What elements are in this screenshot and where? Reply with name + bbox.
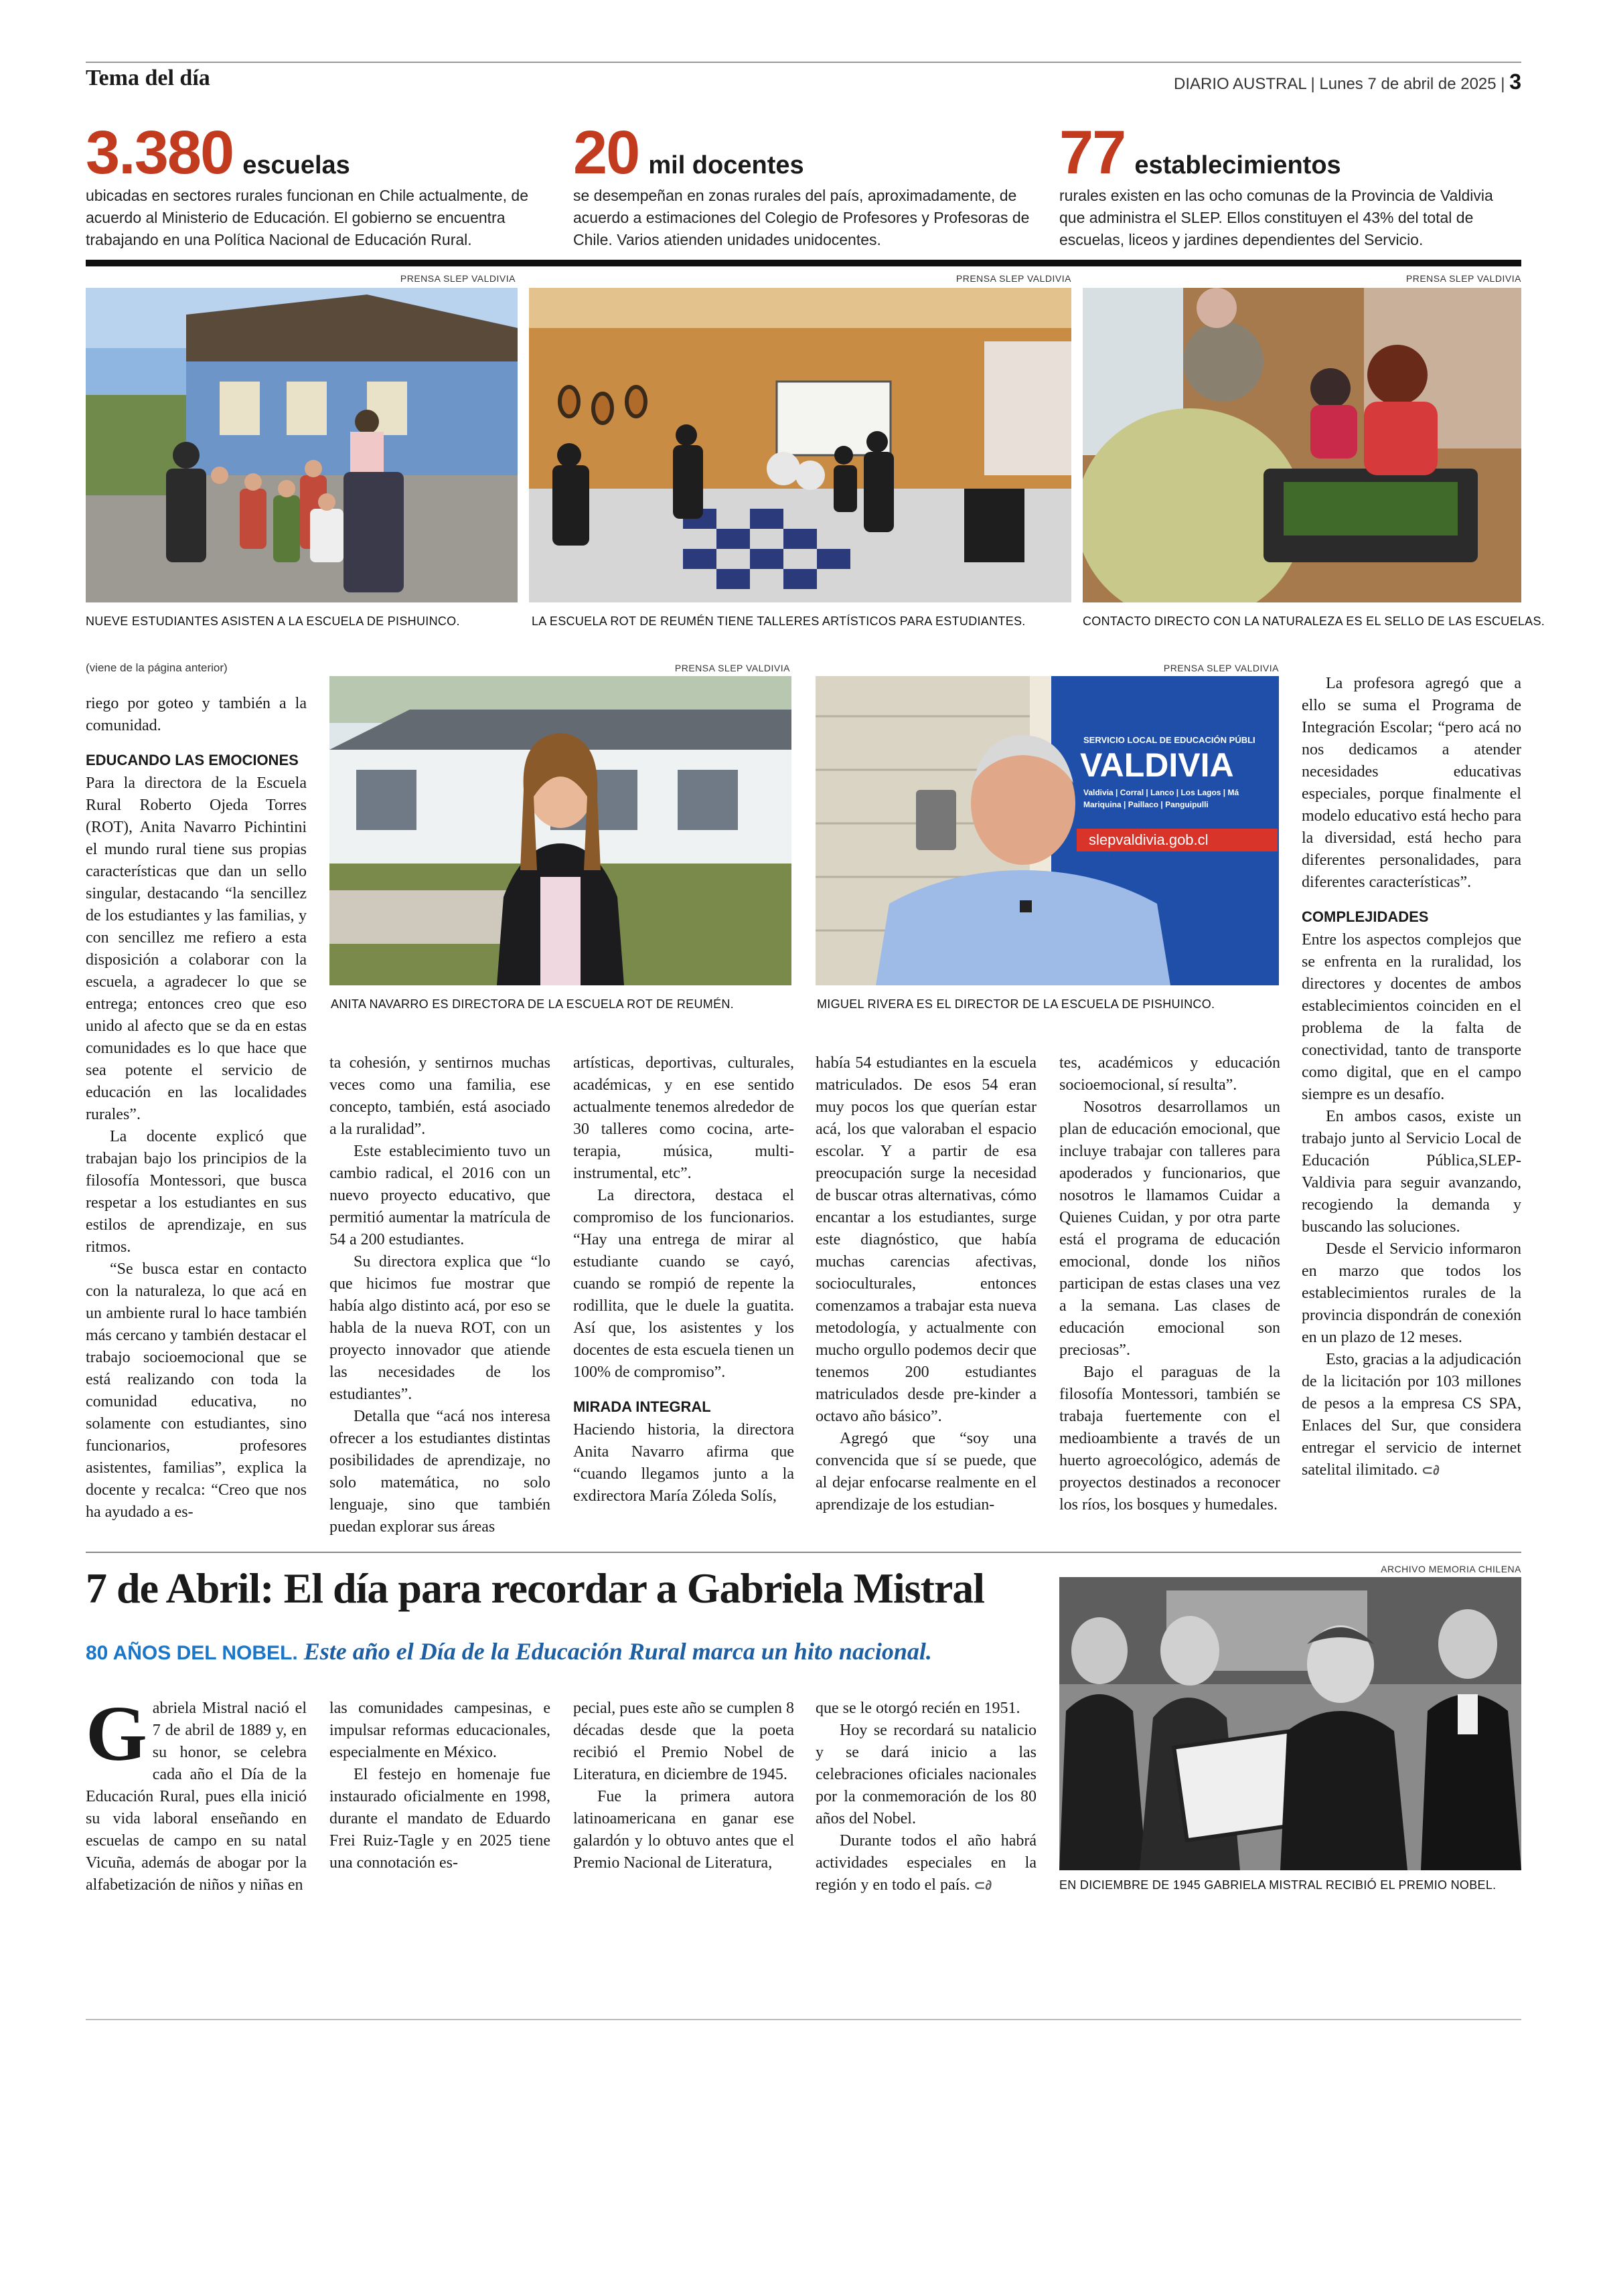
subhead-emociones: EDUCANDO LAS EMOCIONES xyxy=(86,752,299,768)
sign-line1: SERVICIO LOCAL DE EDUCACIÓN PÚBLI xyxy=(1083,735,1255,745)
paragraph: artísticas, deportivas, culturales, académicas, y en ese sentido actualmente tenemos alrededor de 30 talleres como cocina, arte-terapia, música, multi-instrumental, etc”. xyxy=(573,1054,794,1182)
mistral-kicker xyxy=(86,1637,932,1665)
article-col-1 xyxy=(86,693,307,1524)
section-divider xyxy=(86,1552,1521,1553)
stat-teachers xyxy=(573,118,1035,251)
sign-line2: Valdivia | Corral | Lanco | Los Lagos | Má xyxy=(1083,788,1239,797)
section-title: Tema del día xyxy=(86,66,210,90)
kicker-text: Este año el Día de la Educación Rural marca un hito nacional. xyxy=(303,1638,932,1665)
sign-line3: Mariquina | Paillaco | Panguipulli xyxy=(1083,800,1209,809)
paragraph: La docente explicó que trabajan bajo los principios de la filosofía Montessori, que busca respetar a los estudiantes en sus estilos de aprendizaje, en sus ritmos. xyxy=(86,1128,307,1256)
paragraph: Su directora explica que “lo que hicimos fue mostrar que había algo distinto acá, por eso se habla de la nueva ROT, con un proyecto innovador que atiende las necesidades de los estudiantes”. xyxy=(329,1253,550,1403)
kicker-label: 80 AÑOS DEL NOBEL. xyxy=(86,1642,298,1664)
paragraph: Fue la primera autora latinoamericana en ganar ese galardón y lo obtuvo antes que el Premio Nacional de Literatura, xyxy=(573,1788,794,1872)
paper-name: DIARIO AUSTRAL xyxy=(1174,75,1306,93)
caption-pishuinco: NUEVE ESTUDIANTES ASISTEN A LA ESCUELA DE PISHUINCO. xyxy=(86,614,460,628)
mistral-col-1 xyxy=(86,1690,307,1896)
photo-mistral-nobel xyxy=(1059,1577,1521,1870)
paragraph: las comunidades campesinas, e impulsar reformas educacionales, especialmente en México. xyxy=(329,1700,550,1761)
photo-miguel-rivera xyxy=(816,676,1279,985)
paragraph: que se le otorgó recién en 1951. xyxy=(816,1700,1020,1717)
stat-unit: mil docentes xyxy=(648,151,804,179)
paragraph: riego por goteo y también a la comunidad. xyxy=(86,695,307,734)
mistral-col-3 xyxy=(573,1698,794,1874)
paragraph: Agregó que “soy una convencida que sí se puede, que al dejar enfocarse realmente en el aprendizaje de los estudian- xyxy=(816,1430,1037,1513)
stat-number: 77 xyxy=(1059,118,1126,187)
sign-url: slepvaldivia.gob.cl xyxy=(1089,831,1209,848)
paragraph xyxy=(1302,1349,1521,1482)
paragraph: Detalla que “acá nos interesa ofrecer a los estudiantes distintas posibilidades de aprendizaje, no solo matemática, no solo lenguaje, sino que también puedan explorar sus áreas xyxy=(329,1408,550,1536)
photo-anita-navarro xyxy=(329,676,791,985)
stats-rule xyxy=(86,260,1521,266)
subhead-complejidades: COMPLEJIDADES xyxy=(1302,908,1429,925)
paragraph: Hoy se recordará su natalicio y se dará inicio a las celebraciones oficiales nacionales por la conmemoración de los 80 años del Nobel. xyxy=(816,1722,1037,1827)
end-mark: ⊂∂ xyxy=(974,1878,992,1893)
paragraph: El festejo en homenaje fue instaurado oficialmente en 1998, durante el mandato de Eduardo Frei Ruiz-Tagle y en 2025 tiene una connotación es- xyxy=(329,1766,550,1872)
paragraph: Bajo el paraguas de la filosofía Montessori, también se trabaja fuertemente con el medioambiente a través de un huerto agroecológico, además de proyectos destinados a reconocer los ríos, los bosques y humedales. xyxy=(1059,1364,1280,1513)
photo-pishuinco-students xyxy=(86,288,518,602)
photo-nature-contact xyxy=(1083,288,1521,602)
photo-credit: PRENSA SLEP VALDIVIA xyxy=(674,663,790,673)
paragraph: Desde el Servicio informaron en marzo que todos los establecimientos rurales de la provincia dispondrán de conexión en un plazo de 12 meses. xyxy=(1302,1240,1521,1346)
photo-music-workshop xyxy=(529,288,1071,602)
dropcap: G xyxy=(86,1690,147,1777)
paragraph: La directora, destaca el compromiso de los funcionarios. “Hay una entrega de mirar al estudiante cuando se cayó, cuando se rompió de repente la rodillita, que le duele la guatita. Así que, los asistentes y los docentes de esta escuela tienen un 100% de compromiso”. xyxy=(573,1187,794,1381)
mistral-headline: 7 de Abril: El día para recordar a Gabriela Mistral xyxy=(86,1564,985,1612)
paragraph: Este establecimiento tuvo un cambio radical, el 2016 con un nuevo proyecto educativo, que permitió aumentar la matrícula de 54 a 200 estudiantes. xyxy=(329,1143,550,1248)
archive-credit: ARCHIVO MEMORIA CHILENA xyxy=(1381,1564,1521,1574)
stat-desc: se desempeñan en zonas rurales del país, aproximadamente, de acuerdo a estimaciones del Colegio de Profesores y Profesoras de Chile. Varios atienden unidades unidocentes. xyxy=(573,187,1030,248)
top-rule xyxy=(86,62,1521,63)
stat-number: 20 xyxy=(573,118,639,187)
article-col-5 xyxy=(1059,1052,1280,1516)
paragraph: Nosotros desarrollamos un plan de educación emocional, que incluye trabajar con talleres para apoderados y funcionarios, que nosotros le llamamos Cuidar a Quienes Cuidan, y por otra parte está el programa de educación emocional, donde los niños participan de estas clases una vez a la semana. Las clases de educación emocional son preciosas”. xyxy=(1059,1098,1280,1359)
paragraph-text: Durante todos el año habrá actividades especiales en la región y en todo el país. xyxy=(816,1832,1037,1894)
stat-schools xyxy=(86,118,548,251)
paragraph: “Se busca estar en contacto con la naturaleza, lo que acá en un ambiente rural lo hace también más cercano y también destacar el trabajo socioemocional que se está realizando con toda la comunidad educativa, no solamente con estudiantes, sino funcionarios, profesores asistentes, familias”, explica la docente y recalca: “Creo que nos ha ayudado a es- xyxy=(86,1260,307,1521)
paragraph-text: Esto, gracias a la adjudicación de la licitación por 103 millones de pesos a la empresa CS SPA, Enlaces del Sur, que considera entregar el servicio de internet satelital ilimitado. xyxy=(1302,1351,1521,1479)
article-col-4 xyxy=(816,1052,1037,1516)
paragraph xyxy=(816,1830,1037,1897)
mistral-col-2 xyxy=(329,1698,550,1874)
caption-mistral: EN DICIEMBRE DE 1945 GABRIELA MISTRAL RECIBIÓ EL PREMIO NOBEL. xyxy=(1059,1878,1497,1892)
paragraph: tes, académicos y educación socioemocional, sí resulta”. xyxy=(1059,1054,1280,1094)
end-mark: ⊂∂ xyxy=(1422,1463,1440,1478)
article-col-2 xyxy=(329,1052,550,1538)
paragraph: había 54 estudiantes en la escuela matriculados. De esos 54 eran muy pocos los que querían estar acá, los que valoraban el espacio escolar. Y a partir de esa preocupación surge la necesidad de buscar otras alternativas, cómo encantar a los estudiantes, surge este diagnóstico, que había muchas carencias afectivas, socioculturales, entonces comenzamos a trabajar esta nueva metodología, y actualmente con mucho orgullo podemos decir que tenemos 200 estudiantes matriculados desde pre-kinder a octavo año básico”. xyxy=(816,1054,1037,1425)
photo-credit: PRENSA SLEP VALDIVIA xyxy=(1163,663,1279,673)
paragraph: ta cohesión, y sentirnos muchas veces como una familia, ese concepto, también, está asociado a la ruralidad”. xyxy=(329,1054,550,1138)
caption-reumen: LA ESCUELA ROT DE REUMÉN TIENE TALLERES ARTÍSTICOS PARA ESTUDIANTES. xyxy=(532,614,1026,628)
issue-date: | Lunes 7 de abril de 2025 | xyxy=(1310,75,1505,93)
photo-credit: PRENSA SLEP VALDIVIA xyxy=(400,273,516,284)
stat-establishments xyxy=(1059,118,1521,251)
caption-nature: CONTACTO DIRECTO CON LA NATURALEZA ES EL SELLO DE LAS ESCUELAS. xyxy=(1083,614,1545,628)
stat-desc: rurales existen en las ocho comunas de la Provincia de Valdivia que administra el SLEP. Ellos constituyen el 43% del total de escuelas, liceos y jardines dependientes del Servicio. xyxy=(1059,187,1493,248)
photo-credit: PRENSA SLEP VALDIVIA xyxy=(1405,273,1521,284)
subhead-mirada: MIRADA INTEGRAL xyxy=(573,1398,711,1415)
stat-desc: ubicadas en sectores rurales funcionan en Chile actualmente, de acuerdo al Ministerio de Educación. El gobierno se encuentra trabajando en una Política Nacional de Educación Rural. xyxy=(86,187,529,248)
paragraph: pecial, pues este año se cumplen 8 décadas desde que la poeta recibió el Premio Nobel de Literatura, en diciembre de 1945. xyxy=(573,1700,794,1783)
stat-number: 3.380 xyxy=(86,118,234,187)
paragraph: Para la directora de la Escuela Rural Roberto Ojeda Torres (ROT), Anita Navarro Pichintini el mundo rural tiene sus propias características que dan un sello singular, destacando “la sencillez de los estudiantes y las familias, y con sencillez me refiero a esta disposición a colaborar con la escuela, a agradecer lo que se entrega; entonces creo que eso unido al afecto que se da en estas comunidades es lo que hace que sea potente el servicio de educación en las localidades rurales”. xyxy=(86,774,307,1123)
photo-credit: PRENSA SLEP VALDIVIA xyxy=(955,273,1071,284)
paragraph: Entre los aspectos complejos que se enfrenta en la ruralidad, los directores y docentes de ambos establecimientos coinciden en el problema de la falta de conectividad, tanto de transporte como digital, que en el campo siempre es un desafío. xyxy=(1302,931,1521,1103)
bottom-rule xyxy=(86,2019,1521,2020)
paragraph: En ambos casos, existe un trabajo junto al Servicio Local de Educación Pública,SLEP-Valdivia para seguir avanzando, recogiendo la demanda y buscando las soluciones. xyxy=(1302,1108,1521,1236)
sign-brand: VALDIVIA xyxy=(1080,746,1234,784)
article-col-3 xyxy=(573,1052,794,1507)
caption-miguel: MIGUEL RIVERA ES EL DIRECTOR DE LA ESCUELA DE PISHUINCO. xyxy=(817,997,1215,1011)
paragraph: La profesora agregó que a ello se suma el Programa de Integración Escolar; “pero acá no nos dedicamos a atender necesidades educativas especiales, porque finalmente el modelo educativo está hecho para la diversidad, está hecho para diferentes personalidades, para diferentes características”. xyxy=(1302,675,1521,891)
caption-anita: ANITA NAVARRO ES DIRECTORA DE LA ESCUELA ROT DE REUMÉN. xyxy=(331,997,734,1011)
stat-unit: establecimientos xyxy=(1134,151,1341,179)
page-number: 3 xyxy=(1509,70,1521,94)
paragraph: abriela Mistral nació el 7 de abril de 1889 y, en su honor, se celebra cada año el Día de la Educación Rural, pues ella inició su vida laboral enseñando en escuelas de campo en su natal Vicuña, además de abogar por la alfabetización de niños y niñas en xyxy=(86,1700,307,1894)
paragraph: Haciendo historia, la directora Anita Navarro afirma que “cuando llegamos junto a la exdirectora María Zóleda Solís, xyxy=(573,1421,794,1505)
continued-note: (viene de la página anterior) xyxy=(86,661,228,674)
article-col-6 xyxy=(1302,673,1521,1482)
mistral-col-4 xyxy=(816,1698,1037,1897)
stat-unit: escuelas xyxy=(242,151,350,179)
masthead xyxy=(1174,70,1521,94)
